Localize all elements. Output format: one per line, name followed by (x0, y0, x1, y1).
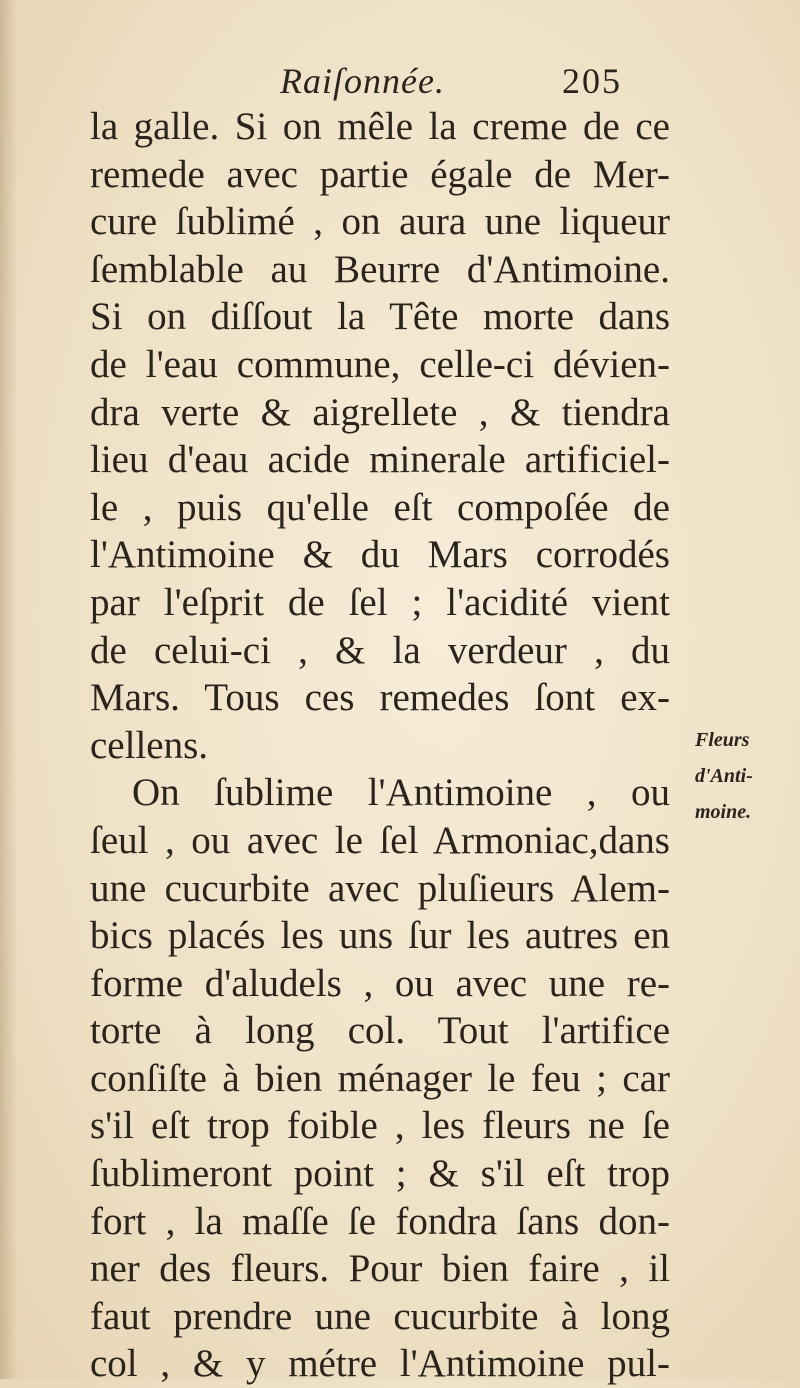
text-line: une cucurbite avec pluſieurs Alem- (90, 866, 670, 910)
text-line: de celui-ci , & la verdeur , du (90, 628, 670, 672)
text-line: bics placés les uns ſur les autres en (90, 914, 670, 958)
text-line: de l'eau commune, celle-ci dévien- (90, 342, 670, 386)
text-line: ner des fleurs. Pour bien faire , il (90, 1247, 670, 1291)
body-text (90, 103, 670, 1388)
text-line: cellens. (90, 723, 209, 767)
running-head: Raiſonnée. (280, 61, 445, 101)
page-number: 205 (562, 61, 622, 101)
text-line: Si on diſſout la Tête morte dans (90, 295, 670, 339)
margin-note (695, 728, 753, 824)
text-line: torte à long col. Tout l'artifice (90, 1009, 670, 1053)
text-line: faut prendre une cucurbite à long (90, 1294, 670, 1338)
text-line: ſublimeront point ; & s'il eſt trop (90, 1152, 670, 1196)
text-line: cure ſublimé , on aura une liqueur (90, 200, 670, 244)
margin-note-line: d'Anti- (695, 765, 753, 787)
text-line: col , & y métre l'Antimoine pul- (90, 1342, 670, 1386)
text-line: forme d'aludels , ou avec une re- (90, 961, 670, 1005)
text-line: s'il eſt trop foible , les fleurs ne ſe (90, 1104, 670, 1148)
text-line: dra verte & aigrellete , & tiendra (90, 390, 670, 434)
text-line: conſiſte à bien ménager le feu ; car (90, 1056, 670, 1100)
text-line: la galle. Si on mêle la creme de ce (90, 105, 670, 148)
margin-note-line: Fleurs (695, 729, 750, 751)
text-line: On ſublime l'Antimoine , ou (132, 771, 670, 815)
text-line: le , puis qu'elle eſt compoſée de (90, 485, 670, 529)
text-line: l'Antimoine & du Mars corrodés (90, 533, 670, 577)
text-line: Mars. Tous ces remedes ſont ex- (90, 676, 670, 720)
text-line: fort , la maſſe ſe fondra ſans don- (90, 1199, 670, 1243)
text-line: ſemblable au Beurre d'Antimoine. (90, 247, 670, 291)
text-line: remede avec partie égale de Mer- (90, 152, 670, 196)
text-line: ſeul , ou avec le ſel Armoniac,dans (90, 818, 670, 862)
margin-note-line: moine. (695, 801, 752, 823)
text-line: par l'eſprit de ſel ; l'acidité vient (90, 580, 670, 624)
text-line: lieu d'eau acide minerale artificiel- (90, 438, 670, 482)
page-edge-shadow (0, 0, 18, 1379)
